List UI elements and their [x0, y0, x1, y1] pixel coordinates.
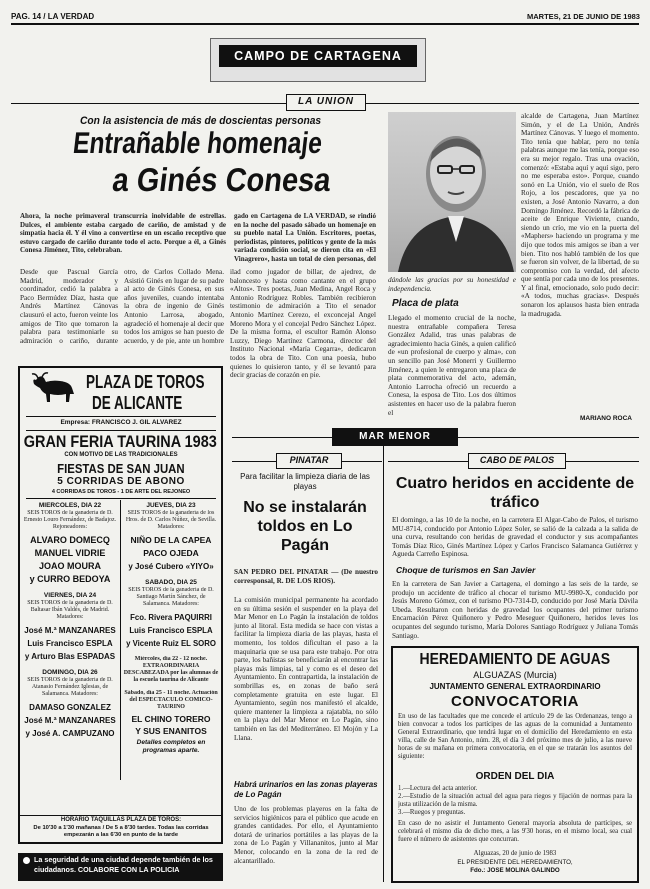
aguas-junta: JUNTAMENTO GENERAL EXTRAORDINARIO — [429, 682, 601, 691]
plaza-title-2: DE ALICANTE — [92, 393, 183, 413]
horario-title: HORARIO TAQUILLAS PLAZA DE TOROS: — [60, 817, 182, 823]
feria-motivo: CON MOTIVO DE LAS TRADICIONALES — [64, 452, 178, 458]
aguas-title: HEREDAMIENTO DE AGUAS — [419, 651, 611, 668]
program-name: Luis Francisco ESPLA — [129, 626, 213, 635]
pinatar-body: La comisión municipal permanente ha acordado en su última sesión el suspender en la playa del Mar Menor en Lo Pagán la instalación de toldos junto al litoral. Esta medida se hace con vistas a facilitar la limpieza diaria de las playas, hasta el momento, los toldos dificultan el paso a la maquinaria que se usa para este trabajo. Por otra parte, los bañistas se beneficiarán al encontrar las playas más limpias, tal y como es el deseo del Ayuntamiento. En contrapartida, la instalación de sombrillas es, en zonas de baño será completamente gratuita en este lugar. El Ayuntamiento, según nos manifestó el alcalde, quiere mantener la limpieza a rajatabla, no sólo en la playa del Mar Menor en Lo Pagán, sino también en las del Mediterráneo. El Mojón y La Llana. — [234, 596, 378, 742]
union-tag: LA UNION — [286, 94, 366, 111]
union-col2: Desde que Pascual García Madrid, moderador y coordinador, cedió la palabra a Paco Bermúdez Díaz, hasta que Andrés Martínez Cánovas clausuró el acto, fueron veinte los amigos de Tito que tomaron la palabra para testimoniarle su admiración o cariño, durante — [20, 268, 118, 345]
union-headline-1: Entrañable homenaje — [71, 127, 324, 160]
aguas-place: ALGUAZAS (Murcia) — [473, 670, 557, 680]
program-note: Detalles completos en programas aparte. — [136, 739, 206, 754]
plaza-rule-4 — [20, 815, 221, 816]
placa-title: Placa de plata — [392, 298, 459, 309]
corridas-detalle: 4 CORRIDAS DE TOROS - 1 DE ARTE DEL REJONEO — [51, 489, 191, 495]
program-name: ALVARO DOMECQ — [30, 535, 110, 545]
program-day: SABADO, DIA 25 — [145, 579, 197, 586]
program-comic: EL CHINO TORERO — [131, 714, 211, 724]
program-name: NIÑO DE LA CAPEA — [130, 535, 212, 545]
union-col4: gado en Cartagena de LA VERDAD, se rindió en la noche del pasado sábado un homenaje en su pueblo natal La Unión. Escritores, poetas, periodistas, pintores, políticos y gente de la más variada condición social, se dieron cita en «El Vinagrero», hasta un total de cien personas, del — [234, 212, 376, 263]
issue-date: MARTES, 21 DE JUNIO DE 1983 — [527, 12, 640, 21]
plaza-empresa: Empresa: FRANCISCO J. GIL ALVAREZ — [60, 419, 182, 426]
aguas-orden: ORDEN DEL DIA — [475, 771, 555, 782]
cabo-tag: CABO DE PALOS — [468, 453, 566, 469]
plaza-rule-3 — [26, 498, 216, 499]
union-col5: ilad como jugador de billar, de ajedrez, de baloncesto y hasta como cantante en el grupo «Altos». Tres poetas, Juan Medina, Angel Roca y Antonio Rodríguez Robles. También recibieron testimonio de admiración a Tito el senador Antonio Martínez Cerezo, el exconcejal Angel Moreno Mora y el concejal Pedro Sánchez López. De la misma forma, el escultor Ramón Alonso Luzzy, Diego Martínez Carmona, director del Instituto Nacional «María Cegarra», dedicaron todos la obra de Tito. Con una poesía, hubo quienes lo quisieron tanto, y él se levantó para decir gracias de corazón en pie. — [230, 268, 376, 380]
marmenor-title: MAR MENOR — [332, 428, 458, 446]
pinatar-lede: Para facilitar la limpieza diaria de las playas — [240, 472, 370, 491]
union-signature: MARIANO ROCA — [580, 415, 632, 422]
aguas-fecha: Alguazas, 20 de junio de 1983 — [473, 850, 557, 857]
program-desc: SEIS TOROS de la ganadería de D. Ernesto Louro Fernández, de Badajoz. Rejoneadores: — [23, 510, 117, 530]
cabo-headline: Cuatro heridos en accidente de tráfico — [395, 475, 635, 511]
program-day: JUEVES, DIA 23 — [146, 502, 196, 509]
program-right — [123, 502, 219, 755]
plaza-col-divider — [120, 500, 121, 780]
corridas-abono: 5 CORRIDAS DE ABONO — [57, 476, 185, 487]
mm-col-divider — [383, 446, 384, 882]
program-name: PACO OJEDA — [143, 548, 199, 558]
plaza-rule-2 — [26, 430, 216, 431]
placa-text: Llegado el momento crucial de la noche, nuestra entrañable compañera Teresa González Adalid, tras unas palabras de agradecimiento hacia Ginés, a quien calificó de «un profesional de cuerpo y alma», con un sencillo pan José Monerri y Guillermo Jiménez, a quien le entregaron una placa de plata conmemorativa del acto, ademán, Antonio Larrocha ofreció un recuerdo a Conesa, la esposa de Tito. Los dos últimos asistentes en hacer uso de la palabra fueron el — [388, 314, 516, 417]
slogan-text: La seguridad de una ciudad depende también de los ciudadanos. COLABORE CON LA POLICIA — [34, 855, 213, 874]
cabo-sub: Choque de turismos en San Javier — [396, 565, 536, 575]
program-comic: Y SUS ENANITOS — [135, 726, 207, 736]
section-title: CAMPO DE CARTAGENA — [219, 45, 417, 67]
cabo-body: El domingo, a las 10 de la noche, en la carretera El Algar-Cabo de Palos, el turismo MU-8714, conducido por Antonio López Soler, se salió de la calzada a la salida de una curva, resultando con heridas de gravedad el conductor y sus acompañantes Tomás Díaz Rico, Ginés Martínez López y Carlos Francisco Salamanca Gutiérrez y Agueda Carreño Espinosa. — [392, 516, 638, 559]
program-desc: SEIS TOROS de la ganadería de D. Baltasar Ibán Valdés, de Madrid. Matadores: — [27, 600, 113, 620]
portrait-illustration — [388, 112, 516, 272]
aguas-firma-2: Fdo.: JOSE MOLINA GALINDO — [470, 867, 560, 874]
horario-text: De 10'30 a 1'30 mañanas / De 5 a 8'30 tardes. Todas las corridas empezarán a las 6'30 en punto de la tarde — [33, 825, 209, 838]
aguas-body-2: En caso de no asistir el Juntamento General mayoría absoluta de partícipes, se celebrará el mismo día de dicho mes, a las 9'30 horas, en el mismo local, sea cual fuere el número de asistentes que concurran. — [398, 820, 632, 843]
aguas-convocatoria: CONVOCATORIA — [451, 693, 579, 710]
header-rule — [11, 23, 639, 25]
union-col3: otro, de Carlos Collado Mena. Asistió Ginés en lugar de su padre al acto de Ginés Conesa, en sus años juveniles, cuando intentaba la obra de ingenio de Ginés Antonio Larrosa, abogado, agradeció el homenaje al decir que todos los amigos se han puesto de acuerdo, y de pie, ante un hombre — [124, 268, 224, 345]
aguas-item: 1.—Lectura del acta anterior. — [398, 785, 478, 792]
pinatar-tag: PINATAR — [276, 453, 342, 469]
program-name: y José A. CAMPUZANO — [25, 729, 115, 738]
program-name: Luis Francisco ESPLA — [27, 639, 113, 648]
portrait-photo — [388, 112, 516, 272]
plaza-rule — [26, 416, 216, 417]
aguas-firma-1: EL PRESIDENTE DEL HEREDAMIENTO, — [457, 859, 573, 866]
pinatar-body-2: Uno de los problemas playeros en la falta de servicios higiénicos para el público que acude en grandes cantidades. Por ello, el Ayuntamiento dotará de urinarios portátiles a las playas de la zona de Lo Pagán y Villananitos, junto al Mar Menor, colocando en la zona de la red de alcantarillado. — [234, 805, 378, 865]
union-kicker: Con la asistencia de más de doscientas personas — [80, 115, 322, 127]
pinatar-headline: No se instalarán toldos en Lo Pagán — [243, 499, 367, 554]
page-number: PAG. 14 / LA VERDAD — [11, 12, 95, 21]
program-name: y Vicente Ruiz EL SORO — [126, 639, 216, 648]
program-name: y Arturo Blas ESPADAS — [24, 652, 116, 661]
program-desc: SEIS TOROS de la ganadería de D. Atanasio Fernández Iglesias, de Salamanca. Matadores: — [27, 677, 113, 697]
program-day: DOMINGO, DIA 26 — [42, 669, 98, 676]
program-desc: SEIS TOROS de la ganadería de los Hros. de D. Carlos Núñez, de Sevilla. Matadores: — [125, 510, 217, 530]
program-left — [22, 502, 118, 740]
union-right-col: alcalde de Cartagena, Juan Martínez Simón, y el de La Unión, Andrés Martínez Cánovas. Y luego el momento. Tito tenía que hablar, pero no tenía palabras aunque me las tenía, porque eso era su mejor regalo. Tras una ovación, comenzó: «Estaba aquí y aquí sigo, pero no me esperaba esto». Porque, cuando sonó en La Unión, vio el suelo de Ros Rojo, a los pescadores, que ya no existen, a José Antonio Navarro, a don Domingo Jiménez. Recordó la fábrica de aceite de Enrique Viviente, cuando, siendo un crío, me vio en la puerta del «Maphers» haciendo un programa y me dijo que todos mis amigos se iban a ver bien. Tito nos habló también de los que se fueron sin volver, de la libertad, de su compromiso con la verdad, del afecto que sentía por cada uno de los presentes. Y al final, emocionado, solo pudo decir: «A todos, muchas gracias». Después sonaron los aplausos hasta bien entrada la madrugada. — [521, 112, 639, 318]
program-name: MANUEL VIDRIE — [34, 548, 106, 558]
slogan-bullet-icon — [23, 857, 30, 864]
bull-silhouette-icon — [30, 372, 76, 406]
feria-title: GRAN FERIA TAURINA 1983 — [23, 432, 217, 451]
pinatar-dateline: SAN PEDRO DEL PINATAR — (De nuestro corresponsal, R. DE LOS RIOS). — [234, 568, 378, 585]
program-name: José M.ª MANZANARES — [24, 716, 116, 725]
union-headline-2: a Ginés Conesa — [110, 161, 334, 198]
program-day: MIERCOLES, DIA 22 — [38, 502, 102, 509]
program-day: VIERNES, DIA 24 — [43, 592, 97, 599]
program-name: y José Cubero «YIYO» — [128, 562, 214, 571]
program-desc: SEIS TOROS de la ganadería de D. Santiago Martín Sánchez, de Salamanca. Matadores: — [128, 587, 214, 607]
aguas-item: 2.—Estudio de la situación actual del agua para riegos y fijación de normas para la justa utilización de la misma. — [398, 793, 632, 808]
program-name: Fco. Rivera PAQUIRRI — [130, 613, 212, 622]
program-name: y CURRO BEDOYA — [29, 574, 111, 584]
program-sabado: Sábado, día 25 - 11 noche. Actuación del ESPECTACULO COMICO-TAURINO — [124, 690, 218, 710]
program-name: DAMASO GONZALEZ — [29, 703, 111, 712]
fiestas-title: FIESTAS DE SAN JUAN — [57, 461, 185, 476]
cabo-body-2: En la carretera de San Javier a Cartagena, el domingo a las seis de la tarde, se produjo un accidente de tráfico al chocar el turismo MU-9980-X, conducido por Jesús Moreno Gómez, con el turismo PO-7314-D, conducido por José María Dávila Ubeda. Resultaron con heridas de gravedad los ocupantes del primer turismo Encarnación Pérez Quiñonero y Pedro Meseguer Quiñonero, heridos leves los ocupantes del segundo turismo, María Dolores Santiago Rodríguez y Juliana Tomás Santiago. — [392, 580, 638, 640]
program-name: JOAO MOURA — [38, 561, 101, 571]
plaza-title-1: PLAZA DE TOROS — [86, 372, 205, 392]
aguas-body: En uso de las facultades que me concede el artículo 29 de las Ordenanzas, tengo a bien convocar a todos los partícipes de las aguas de la comunidad a Juntamento General Extraordinario, que tendrá lugar en el domicilio del Heredamiento en esta villa, calle de San Antonio, núm. 28, el día 3 del próximo mes de julio, a las nueve horas de su mañana en primera convocatoria, en el que se tratarán los asuntos del siguiente: — [398, 713, 632, 760]
union-lead: Ahora, la noche primaveral transcurría inolvidable de estrellas. Dulces, el ambiente estaba cargado de cariño, de amistad y de simpatía hacia él. Y él vino a convertirse en un escaño receptivo que estuvo cargado de cariño durante todo el acto. Porque a él, a Ginés Conesa Jiménez, Tito, celebraban. — [20, 212, 226, 255]
program-name: José M.ª MANZANARES — [24, 626, 116, 635]
program-extra: Miércoles, día 22 - 12 noche. EXTRAORDINARIA DESCABEZADA por las alumnas de la escuela taurina de Alicante — [123, 656, 219, 683]
aguas-item: 3.—Ruegos y preguntas. — [398, 809, 466, 816]
pinatar-sub: Habrá urinarios en las zonas playeras de Lo Pagán — [234, 780, 378, 799]
photo-caption: dándole las gracias por su honestidad e independencia. — [388, 276, 516, 293]
